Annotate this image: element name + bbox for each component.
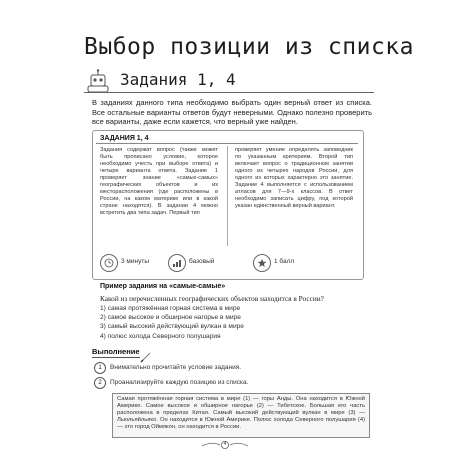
step-number-2: 2 (94, 377, 106, 389)
time-value: 3 минуты (121, 258, 150, 265)
answer-option-3: 3) самый высокий действующий вулкан в мире (100, 323, 244, 331)
section-divider (84, 92, 374, 93)
solution-heading: Выполнение (92, 347, 140, 356)
analysis-text: Самая протяжённая горная система в мире (1) — горы Анды. Она находится в Южной Америке. Самое высокое и обширное нагорье (2) — Тибетское. Большая его часть расположена в пределах Китая. Самый высокий действующий вулкан в мире (3) — Льюльяйльяко. Он находится в Южной Америке. Полюс холода Северного полушария (4) — это город Оймякон, он находится в России. (117, 396, 365, 430)
step-text-2: Проанализируйте каждую позицию из списка. (110, 379, 249, 386)
level-value: базовый (189, 258, 215, 265)
answer-options (100, 304, 244, 341)
page-title: Выбор позиции из списка (84, 34, 414, 60)
pencil-icon (140, 351, 152, 363)
answer-option-2: 2) самое высокое и обширное нагорье в мире (100, 314, 241, 322)
step-text-1: Внимательно прочитайте условие задания. (110, 364, 242, 371)
solution-underline (92, 357, 140, 358)
answer-option-1: 1) самая протяжённая горная система в мире (100, 305, 241, 312)
level-icon (168, 254, 186, 272)
clock-icon (100, 254, 118, 272)
step-number-1: 1 (94, 362, 106, 374)
score-value: 1 балл (274, 258, 295, 265)
page-number: 4 (223, 441, 227, 447)
column-divider (227, 146, 228, 246)
robot-icon (85, 68, 111, 94)
intro-paragraph: В заданиях данного типа необходимо выбрать один верный ответ из списка. Все остальные варианты ответов будут неверными. Однако полезно проверить все варианты, даже если кажется, что верный уже найден. (92, 98, 372, 127)
example-heading: Пример задания на «самые-самые» (100, 283, 226, 290)
star-icon (253, 254, 271, 272)
task-box-right-text: проверяет умение определять заповедник по указанным критериям. Второй тип включает вопрос о традиционном занятии одного из четырех народов России, для одного из которых характерно это занятие. Задание 4 выполняется с использованием атласов для 7—9-х классов. В ответ необходимо записать цифру, под которой указан единственный верный вариант. (235, 147, 353, 209)
answer-option-4: 4) полюс холода Северного полушария (100, 332, 221, 340)
task-box-left-text: Задания содержат вопрос (также может быть прописано условие, которое необходимо учесть при выборе ответа) и четыре варианта ответа. Задание 1 проверяет знание «самых-самых» географических объектов и их месторасположения (где расположены в России, на каком материке или в какой стране находятся). В задании 4 можно встретить два типа задач. Первый тип (100, 147, 218, 216)
example-question: Какой из перечисленных географических объектов находится в России? (100, 294, 324, 303)
task-box-heading: ЗАДАНИЯ 1, 4 (100, 135, 149, 142)
section-title: Задания 1, 4 (120, 70, 236, 89)
task-box-rule (96, 143, 358, 144)
